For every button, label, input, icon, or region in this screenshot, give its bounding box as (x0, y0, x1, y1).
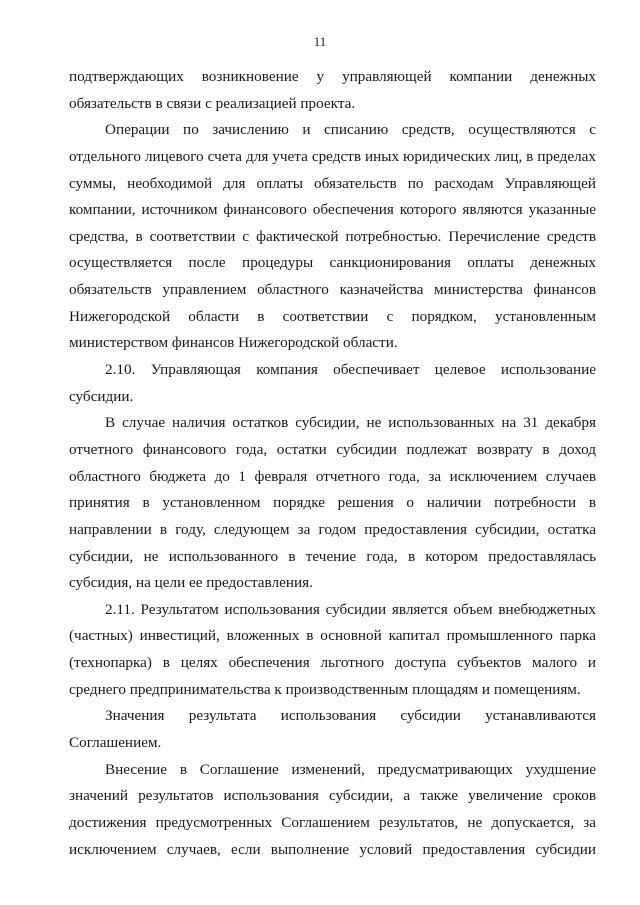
text-line: Нижегородской области в соответствии с порядком, установленным (69, 307, 596, 325)
text-line: среднего предпринимательства к производственным площадям и помещениям. (69, 680, 581, 698)
text-line: принятия в установленном порядке решения о наличии потребности в (69, 494, 596, 512)
text-line: достижения предусмотренных Соглашением результатов, не допускается, за (69, 813, 596, 831)
text-line: (частных) инвестиций, вложенных в основной капитал промышленного парка (69, 627, 596, 645)
text-line: Значения результата использования субсидии устанавливаются (105, 707, 596, 725)
text-line: областного бюджета до 1 февраля отчетного года, за исключением случаев (69, 467, 596, 485)
text-line: 2.11. Результатом использования субсидии является объем внебюджетных (105, 600, 596, 618)
text-line: исключением случаев, если выполнение условий предоставления субсидии (69, 840, 596, 858)
text-line: осуществляется после процедуры санкционирования оплаты денежных (69, 254, 596, 272)
text-line: обязательств в связи с реализацией проекта. (69, 94, 356, 112)
text-line: отчетного финансового года, остатки субсидии подлежат возврату в доход (69, 440, 596, 458)
text-line: суммы, необходимой для оплаты обязательств по расходам Управляющей (69, 174, 596, 192)
text-line: подтверждающих возникновение у управляющей компании денежных (69, 68, 596, 85)
text-line: В случае наличия остатков субсидии, не использованных на 31 декабря (105, 414, 596, 432)
text-line: субсидия, на цели ее предоставления. (69, 574, 313, 592)
document-body (69, 64, 596, 863)
text-line: отдельного лицевого счета для учета средств иных юридических лиц, в пределах (69, 147, 596, 165)
text-line: Соглашением. (69, 734, 162, 752)
text-line: Операции по зачислению и списанию средств, осуществляются с (105, 121, 596, 139)
text-line: субсидии, не использованного в течение года, в котором предоставлялась (69, 547, 596, 565)
text-line: обязательств управлением областного казначейства министерства финансов (69, 281, 596, 299)
text-line: субсидии. (69, 387, 134, 405)
text-line: направлении в году, следующем за годом предоставления субсидии, остатка (69, 520, 596, 538)
page-number: 11 (313, 34, 327, 49)
text-line: компании, источником финансового обеспечения которого являются указанные (69, 201, 596, 219)
text-line: министерством финансов Нижегородской области. (69, 334, 398, 352)
text-line: значений результатов использования субсидии, а также увеличение сроков (69, 787, 596, 805)
text-line: 2.10. Управляющая компания обеспечивает целевое использование (105, 361, 596, 379)
text-line: (технопарка) в целях обеспечения льготного доступа субъектов малого и (69, 654, 596, 672)
text-line: Внесение в Соглашение изменений, предусматривающих ухудшение (105, 760, 596, 778)
text-line: средства, в соответствии с фактической потребностью. Перечисление средств (69, 227, 596, 245)
